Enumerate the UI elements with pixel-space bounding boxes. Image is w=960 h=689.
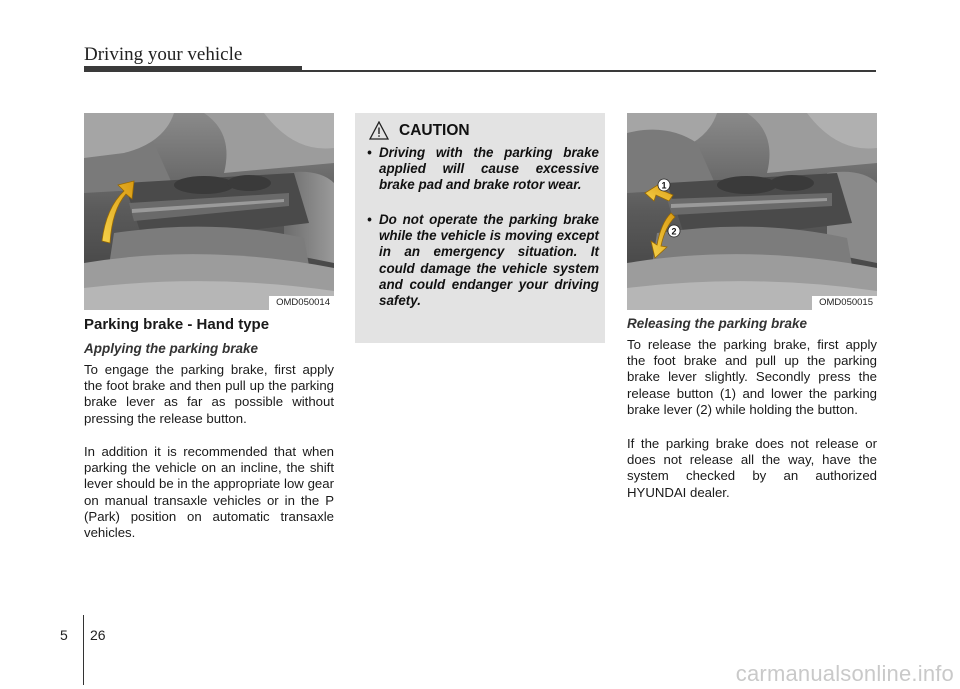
callout-2: 2 bbox=[671, 226, 677, 237]
caution-item-text: Driving with the parking brake applied will cause excessive brake pad and brake rotor wear. bbox=[379, 145, 599, 193]
caution-item-text: Do not operate the parking brake while the vehicle is moving except in an emergency situation. It could damage the vehicle system and could endanger your driving safety. bbox=[379, 212, 599, 309]
subheading-applying: Applying the parking brake bbox=[84, 341, 259, 356]
header-rule-thick bbox=[84, 66, 302, 72]
watermark: carmanualsonline.info bbox=[735, 661, 954, 686]
bullet-icon: • bbox=[367, 212, 372, 227]
paragraph-engage: To engage the parking brake, first apply the foot brake and then pull up the parking brake lever as far as possible without pressing the release button. bbox=[84, 362, 334, 426]
paragraph-release: To release the parking brake, first apply the foot brake and pull up the parking brake lever slightly. Secondly press the release button (1) and lower the parking brake lever (2) while holding the button. bbox=[627, 337, 877, 417]
chapter-number: 5 bbox=[60, 627, 68, 643]
warning-triangle-icon bbox=[369, 121, 389, 141]
parking-brake-lever-illustration bbox=[84, 113, 334, 310]
paragraph-incline: In addition it is recommended that when parking the vehicle on an incline, the shift lever should be in the appropriate low gear on manual transaxle vehicles or in the P (Park) position on automatic transaxle vehicles. bbox=[84, 444, 334, 541]
photo-applying-parking-brake bbox=[84, 113, 334, 310]
photo-code-left: OMD050014 bbox=[269, 296, 334, 310]
header-rule-thin bbox=[302, 70, 876, 72]
page-number: 26 bbox=[90, 627, 106, 643]
caution-item bbox=[367, 145, 599, 194]
photo-releasing-parking-brake bbox=[627, 113, 877, 310]
paragraph-dealer: If the parking brake does not release or does not release all the way, have the system checked by an authorized HYUNDAI dealer. bbox=[627, 436, 877, 500]
callout-1: 1 bbox=[661, 180, 667, 191]
subheading-releasing: Releasing the parking brake bbox=[627, 316, 808, 331]
page-number-separator bbox=[83, 615, 84, 685]
caution-item bbox=[367, 212, 599, 309]
parking-brake-release-illustration bbox=[627, 113, 877, 310]
bullet-icon: • bbox=[367, 145, 372, 160]
page-header-title: Driving your vehicle bbox=[84, 44, 243, 65]
section-heading-parking-brake: Parking brake - Hand type bbox=[84, 316, 270, 333]
caution-box bbox=[355, 113, 605, 343]
photo-code-right: OMD050015 bbox=[812, 296, 877, 310]
caution-title: CAUTION bbox=[399, 122, 470, 139]
